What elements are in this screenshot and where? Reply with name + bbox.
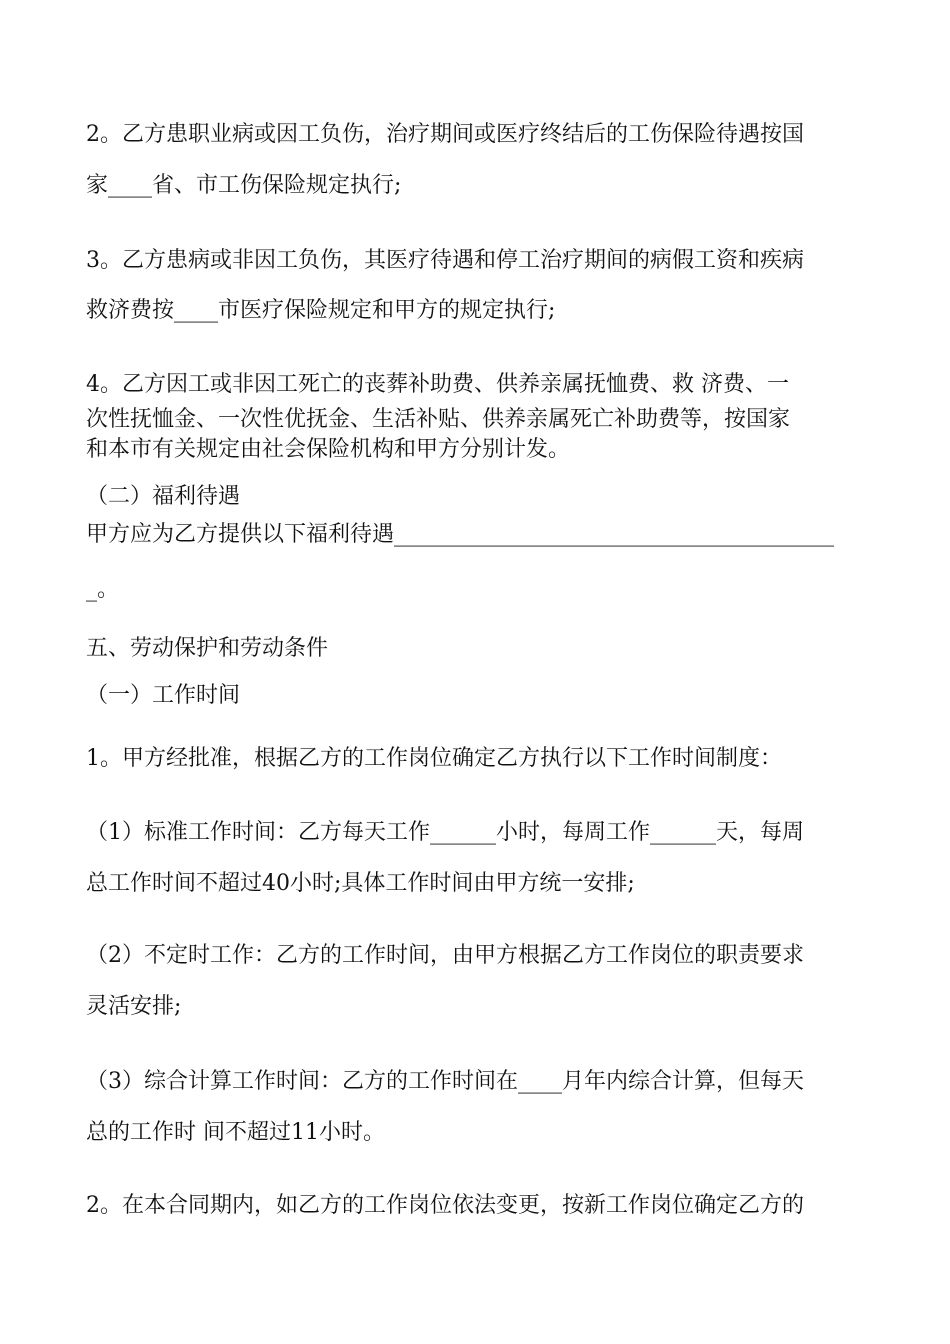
text-line: （3）综合计算工作时间：乙方的工作时间在____月年内综合计算，但每天 bbox=[86, 1069, 804, 1094]
text-line: （1）标准工作时间：乙方每天工作______小时，每周工作______天，每周 bbox=[86, 820, 804, 845]
text-line: 和本市有关规定由社会保险机构和甲方分别计发。 bbox=[86, 437, 571, 462]
text-line: 3。乙方患病或非因工负伤，其医疗待遇和停工治疗期间的病假工资和疾病 bbox=[86, 248, 804, 273]
text-line: （2）不定时工作：乙方的工作时间，由甲方根据乙方工作岗位的职责要求 bbox=[86, 943, 804, 968]
text-line: 次性抚恤金、一次性优抚金、生活补贴、供养亲属死亡补助费等，按国家 bbox=[86, 407, 791, 432]
text-line: 总工作时间不超过40小时;具体工作时间由甲方统一安排; bbox=[86, 871, 635, 896]
text-line: 4。乙方因工或非因工死亡的丧葬补助费、供养亲属抚恤费、救 济费、一 bbox=[86, 372, 789, 397]
section-heading: （一）工作时间 bbox=[86, 683, 241, 708]
text-line: 救济费按____市医疗保险规定和甲方的规定执行; bbox=[86, 298, 556, 323]
section-heading: 五、劳动保护和劳动条件 bbox=[86, 636, 329, 661]
text-line: 灵活安排; bbox=[86, 994, 182, 1019]
text-line: 2。乙方患职业病或因工负伤，治疗期间或医疗终结后的工伤保险待遇按国 bbox=[86, 122, 804, 147]
text-line: 总的工作时 间不超过11小时。 bbox=[86, 1120, 385, 1145]
text-line: 家____省、市工伤保险规定执行; bbox=[86, 173, 402, 198]
text-line: _。 bbox=[86, 577, 120, 602]
text-line: 甲方应为乙方提供以下福利待遇________________________________________ bbox=[86, 522, 835, 547]
text-line: 2。在本合同期内，如乙方的工作岗位依法变更，按新工作岗位确定乙方的 bbox=[86, 1193, 804, 1218]
section-heading: （二）福利待遇 bbox=[86, 484, 241, 509]
text-line: 1。甲方经批准，根据乙方的工作岗位确定乙方执行以下工作时间制度： bbox=[86, 746, 782, 771]
